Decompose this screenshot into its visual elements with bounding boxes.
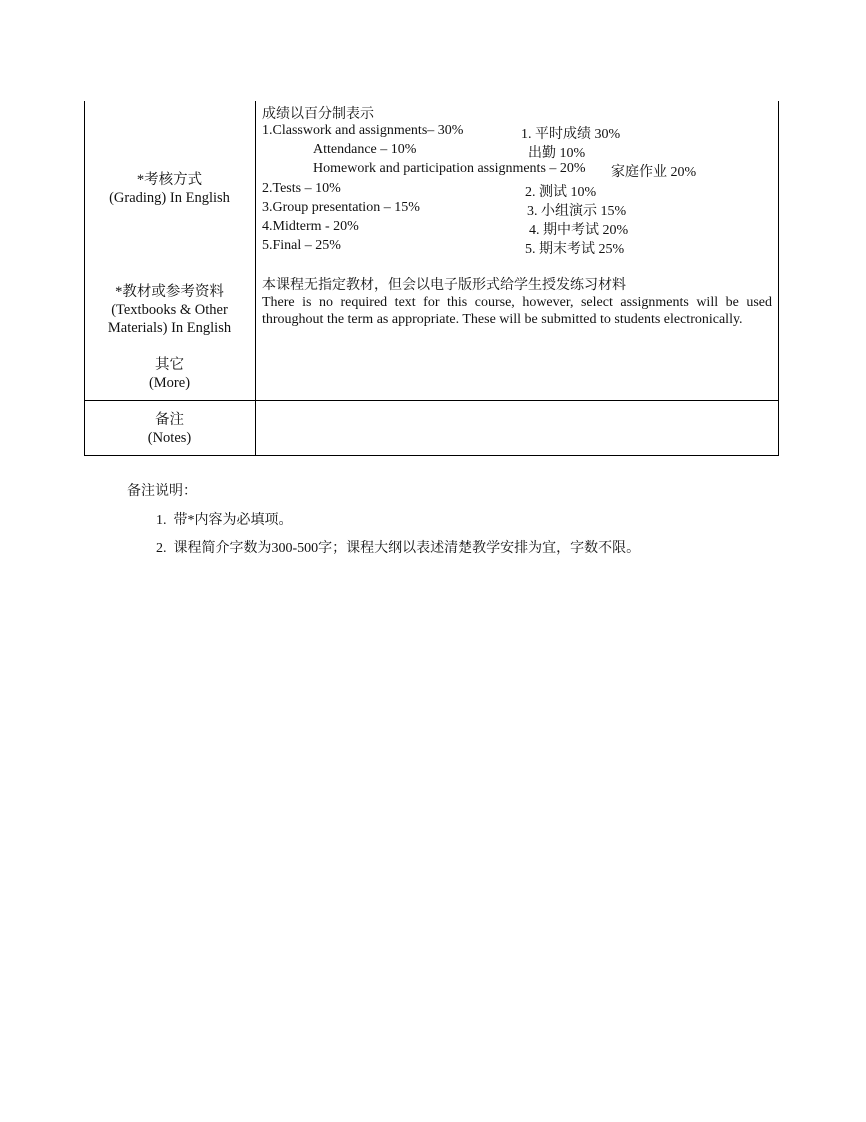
grading-item-en: 1.Classwork and assignments– 30% bbox=[262, 123, 464, 138]
grading-item-cn: 4. 期中考试 20% bbox=[529, 223, 629, 238]
grading-item-en: Homework and participation assignments – 20% bbox=[313, 161, 586, 176]
more-label bbox=[84, 356, 255, 392]
grading-label bbox=[84, 171, 255, 207]
grading-item-en: 2.Tests – 10% bbox=[262, 181, 341, 196]
course-info-table bbox=[84, 101, 779, 456]
table-right-border bbox=[778, 101, 779, 456]
grading-item-en: 5.Final – 25% bbox=[262, 238, 341, 253]
more-label-en: (More) bbox=[148, 375, 191, 391]
notes-label-cn: 备注 bbox=[155, 412, 184, 428]
table-column-divider bbox=[255, 101, 256, 456]
table-row-divider bbox=[84, 400, 779, 401]
grading-item-cn: 3. 小组演示 15% bbox=[527, 204, 627, 219]
grading-intro: 成绩以百分制表示 bbox=[262, 107, 374, 122]
grading-item-cn: 出勤 10% bbox=[528, 146, 586, 161]
textbooks-label bbox=[84, 283, 255, 337]
footer-notes bbox=[127, 480, 197, 500]
textbooks-label-en-2: Materials) In English bbox=[107, 320, 232, 336]
textbooks-label-en-1: (Textbooks & Other bbox=[111, 302, 228, 318]
grading-item-en: 3.Group presentation – 15% bbox=[262, 200, 420, 215]
footer-note-number: 2. bbox=[156, 541, 167, 556]
footer-note-item bbox=[156, 537, 640, 557]
notes-label bbox=[84, 411, 255, 447]
grading-item-en: 4.Midterm - 20% bbox=[262, 219, 359, 234]
footer-note-item bbox=[156, 509, 293, 529]
footer-title: 备注说明： bbox=[127, 484, 197, 499]
textbooks-label-cn: *教材或参考资料 bbox=[115, 284, 224, 300]
grading-item-en: Attendance – 10% bbox=[313, 142, 417, 157]
textbooks-text-en: There is no required text for this course, however, select assignments will be used throughout the term as appropriate. These will be submitted to students electronically. bbox=[262, 295, 772, 327]
textbooks-text-cn: 本课程无指定教材，但会以电子版形式给学生授发练习材料 bbox=[262, 278, 626, 293]
table-bottom-border bbox=[84, 455, 779, 456]
notes-label-en: (Notes) bbox=[147, 430, 192, 446]
footer-note-text: 课程简介字数为300-500字；课程大纲以表述清楚教学安排为宜，字数不限。 bbox=[173, 541, 641, 556]
grading-label-en: (Grading) In English bbox=[109, 190, 230, 206]
more-label-cn: 其它 bbox=[155, 357, 184, 373]
footer-note-text: 带*内容为必填项。 bbox=[173, 513, 293, 528]
grading-label-cn: *考核方式 bbox=[136, 172, 203, 188]
table-left-border bbox=[84, 101, 85, 456]
footer-note-number: 1. bbox=[156, 513, 167, 528]
grading-item-cn: 家庭作业 20% bbox=[611, 165, 697, 180]
grading-item-cn: 1. 平时成绩 30% bbox=[521, 127, 621, 142]
grading-item-cn: 5. 期末考试 25% bbox=[525, 242, 625, 257]
grading-item-cn: 2. 测试 10% bbox=[525, 185, 597, 200]
